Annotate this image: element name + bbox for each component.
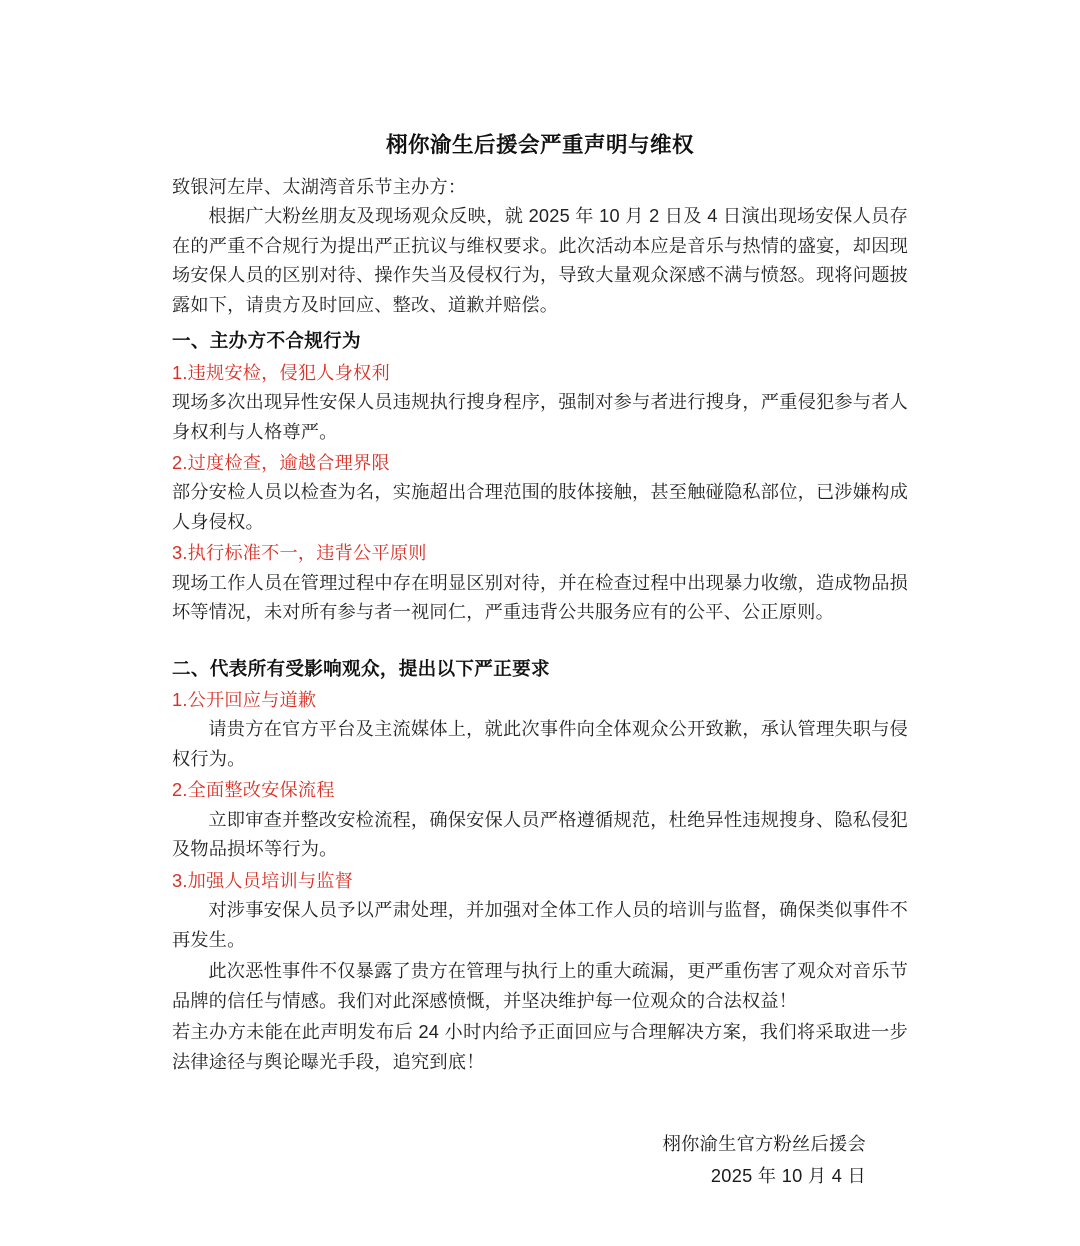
item-body-1-1: 现场多次出现异性安保人员违规执行搜身程序，强制对参与者进行搜身，严重侵犯参与者人身权利与人格尊严。 [172, 392, 908, 442]
item-title-2-3: 3.加强人员培训与监督 [172, 870, 354, 891]
item-title-1-3: 3.执行标准不一，违背公平原则 [172, 543, 427, 564]
item-title-1-2: 2.过度检查，逾越合理界限 [172, 452, 390, 473]
section-heading-1: 一、主办方不合规行为 [172, 330, 361, 352]
closing-paragraph-2: 若主办方未能在此声明发布后 24 小时内给予正面回应与合理解决方案，我们将采取进一步法律途径与舆论曝光手段，追究到底！ [172, 1022, 908, 1072]
opening-paragraph: 根据广大粉丝朋友及现场观众反映，就 2025 年 10 月 2 日及 4 日演出现场安保人员存在的严重不合规行为提出严正抗议与维权要求。此次活动本应是音乐与热情的盛宴，却因现场安保人员的区别对待、操作失当及侵权行为，导致大量观众深感不满与愤怒。现将问题披露如下，请贵方及时回应、整改、道歉并赔偿。 [172, 206, 908, 315]
signature-block [172, 1129, 908, 1192]
section-heading-2: 二、代表所有受影响观众，提出以下严正要求 [172, 657, 550, 679]
item-body-1-2: 部分安检人员以检查为名，实施超出合理范围的肢体接触，甚至触碰隐私部位，已涉嫌构成人身侵权。 [172, 482, 908, 532]
closing-paragraph-1: 此次恶性事件不仅暴露了贵方在管理与执行上的重大疏漏，更严重伤害了观众对音乐节品牌的信任与情感。我们对此深感愤慨，并坚决维护每一位观众的合法权益！ [172, 961, 908, 1011]
item-title-2-1: 1.公开回应与道歉 [172, 690, 317, 710]
item-body-1-3: 现场工作人员在管理过程中存在明显区别对待，并在检查过程中出现暴力收缴，造成物品损坏等情况，未对所有参与者一视同仁，严重违背公共服务应有的公平、公正原则。 [172, 572, 908, 623]
item-title-1-1: 1.违规安检，侵犯人身权利 [172, 362, 390, 383]
item-body-2-3: 对涉事安保人员予以严肃处理，并加强对全体工作人员的培训与监督，确保类似事件不再发生。 [172, 900, 908, 950]
signature-organization: 栩你渝生官方粉丝后援会 [662, 1134, 866, 1155]
signature-date: 2025 年 10 月 4 日 [710, 1165, 866, 1186]
item-body-2-1: 请贵方在官方平台及主流媒体上，就此次事件向全体观众公开致歉，承认管理失职与侵权行为。 [172, 719, 908, 769]
salutation: 致银河左岸、太湖湾音乐节主办方： [172, 177, 467, 197]
page-title: 栩你渝生后援会严重声明与维权 [385, 133, 694, 157]
item-title-2-2: 2.全面整改安保流程 [172, 780, 335, 801]
item-body-2-2: 立即审查并整改安检流程，确保安保人员严格遵循规范，杜绝异性违规搜身、隐私侵犯及物品损坏等行为。 [172, 809, 908, 860]
